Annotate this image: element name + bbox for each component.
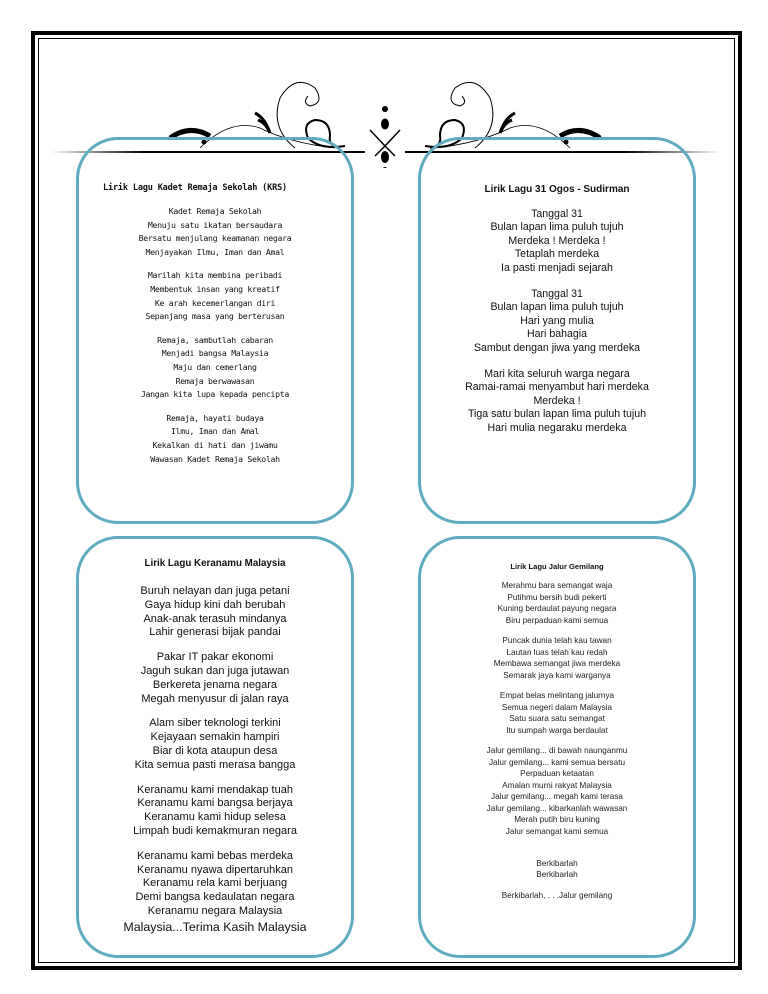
lyrics-card-keranamu-malaysia xyxy=(76,536,354,958)
lyric-line: Jalur semangat kami semua xyxy=(505,826,609,836)
lyric-line: Ramai-ramai menyambut hari merdeka xyxy=(465,381,649,394)
lyrics-stanza xyxy=(421,208,693,275)
lyrics-stanza xyxy=(79,269,351,323)
lyrics-stanza xyxy=(421,846,693,881)
lyric-line: Mari kita seluruh warga negara xyxy=(484,368,630,381)
lyric-line: Amalan murni rakyat Malaysia xyxy=(502,780,612,790)
lyrics-stanza xyxy=(79,334,351,402)
card-title: Lirik Lagu 31 Ogos - Sudirman xyxy=(484,184,630,195)
lyric-line: Megah menyusur di jalan raya xyxy=(141,692,289,705)
lyrics-stanza xyxy=(79,651,351,706)
lyric-line: Remaja, sambutlah cabaran xyxy=(157,334,273,345)
lyrics-stanza xyxy=(421,580,693,626)
lyric-line: Biru perpaduan kami semua xyxy=(505,615,609,625)
lyric-line: Puncak dunia telah kau tawan xyxy=(502,636,612,645)
lyric-line: Sambut dengan jiwa yang merdeka xyxy=(473,341,641,354)
lyric-line: Ilmu, Iman dan Amal xyxy=(171,426,259,437)
lyric-line: Demi bangsa kedaulatan negara xyxy=(135,891,295,904)
card-title: Lirik Lagu Keranamu Malaysia xyxy=(144,558,286,569)
lyric-line: Jaguh sukan dan juga jutawan xyxy=(140,664,290,677)
lyric-line: Membentuk insan yang kreatif xyxy=(150,283,280,294)
lyric-line: Lautan luas telah kau redah xyxy=(506,647,608,657)
lyric-line: Pakar IT pakar ekonomi xyxy=(156,651,274,664)
lyric-line: Merdeka ! xyxy=(533,394,581,407)
lyric-line: Ke arah kecemerlangan diri xyxy=(154,297,276,308)
lyric-line: Empat belas melintang jalurnya xyxy=(499,691,615,700)
lyric-line: Merahmu bara semangat waja xyxy=(501,581,613,590)
lyric-line xyxy=(421,846,693,858)
lyric-line: Biar di kota ataupun desa xyxy=(152,744,278,757)
lyric-line: Jalur gemilang... kibarkanlah wawasan xyxy=(486,803,628,813)
lyric-line: Berkereta jenama negara xyxy=(152,678,278,691)
lyrics-card-31-ogos xyxy=(418,137,696,524)
lyric-line: Tanggal 31 xyxy=(531,208,583,220)
lyric-line: Kejayaan semakin hampiri xyxy=(150,731,280,744)
lyric-line: Limpah budi kemakmuran negara xyxy=(133,824,297,837)
card-title: Lirik Lagu Jalur Gemilang xyxy=(510,562,604,571)
lyric-line: Bulan lapan lima puluh tujuh xyxy=(490,301,624,314)
lyric-line: Menjadi bangsa Malaysia xyxy=(161,348,269,359)
lyric-line: Maju dan cemerlang xyxy=(173,361,257,372)
lyric-line: Kadet Remaja Sekolah xyxy=(168,206,262,216)
lyric-line: Hari bahagia xyxy=(526,328,588,341)
lyric-line: Jangan kita lupa kepada pencipta xyxy=(140,389,290,400)
lyrics-stanza xyxy=(421,745,693,837)
lyrics-stanza xyxy=(79,784,351,839)
lyric-line: Berkibarlah xyxy=(536,858,578,868)
lyric-line: Gaya hidup kini dah berubah xyxy=(144,598,286,611)
lyric-line: Lahir generasi bijak pandai xyxy=(149,626,281,639)
lyric-line: Keranamu rela kami berjuang xyxy=(142,877,288,890)
lyric-line: Keranamu kami bangsa berjaya xyxy=(137,797,293,810)
lyric-line: Kekalkan di hati dan jiwamu xyxy=(152,439,278,450)
lyric-line: Merah putih biru kuning xyxy=(514,815,600,824)
lyric-line: Keranamu nyawa dipertaruhkan xyxy=(137,863,293,876)
lyric-line: Remaja, hayati budaya xyxy=(166,412,264,423)
lyric-line: Semua negeri dalam Malaysia xyxy=(501,702,613,712)
lyric-line: Tetaplah merdeka xyxy=(514,248,600,261)
lyric-line: Jalur gemilang... megah kami terasa xyxy=(491,792,623,801)
lyrics-stanza xyxy=(421,288,693,355)
lyric-line: Tiga satu bulan lapan lima puluh tujuh xyxy=(467,408,647,421)
lyric-line: Alam siber teknologi terkini xyxy=(149,717,281,730)
closing-line: Malaysia...Terima Kasih Malaysia xyxy=(123,919,307,934)
lyric-line: Jalur gemilang... di bawah naunganmu xyxy=(486,746,628,755)
lyric-line: Berkibarlah, . . .Jalur gemilang xyxy=(501,890,613,900)
lyric-line: Keranamu kami bebas merdeka xyxy=(137,849,293,862)
lyric-line: Itu sumpah warga berdaulat xyxy=(506,725,608,735)
lyric-line: Putihmu bersih budi pekerti xyxy=(507,592,607,602)
lyric-line: Anak-anak terasuh mindanya xyxy=(143,612,287,625)
lyric-line: Perpaduan ketaatan xyxy=(520,769,594,778)
lyric-line: Marilah kita membina peribadi xyxy=(147,270,283,281)
lyrics-stanza xyxy=(79,850,351,919)
lyrics-stanza xyxy=(79,717,351,772)
lyric-line: Kuning berdaulat payung negara xyxy=(497,604,617,613)
lyric-line: Remaja berwawasan xyxy=(175,375,255,386)
lyric-line: Jalur gemilang... kami semua bersatu xyxy=(488,757,626,767)
lyric-line: Membawa semangat jiwa merdeka xyxy=(493,659,621,668)
lyric-line: Buruh nelayan dan juga petani xyxy=(140,585,290,597)
lyrics-stanza xyxy=(79,585,351,640)
lyric-line: Tanggal 31 xyxy=(531,288,583,301)
lyrics-stanza xyxy=(79,205,351,259)
lyric-line: Berkibarlah xyxy=(536,870,578,879)
lyrics-stanza xyxy=(79,412,351,466)
lyrics-stanza xyxy=(421,368,693,435)
lyrics-card-krs xyxy=(76,137,354,524)
lyric-line: Semarak jaya kami warganya xyxy=(503,670,611,680)
lyrics-stanza xyxy=(421,635,693,681)
lyric-line: Wawasan Kadet Remaja Sekolah xyxy=(150,453,280,464)
lyric-line: Satu suara satu semangat xyxy=(509,714,605,723)
lyric-line: Bulan lapan lima puluh tujuh xyxy=(490,221,624,234)
lyric-line: Merdeka ! Merdeka ! xyxy=(508,234,606,247)
lyric-line: Menjayakan Ilmu, Iman dan Amal xyxy=(145,246,285,257)
lyric-line: Ia pasti menjadi sejarah xyxy=(501,261,613,274)
lyric-line: Kita semua pasti merasa bangga xyxy=(134,758,296,771)
lyric-line: Hari yang mulia xyxy=(520,314,594,327)
lyric-line: Bersatu menjulang keamanan negara xyxy=(138,233,292,244)
lyric-line: Menuju satu ikatan bersaudara xyxy=(147,219,283,230)
lyrics-stanza xyxy=(421,690,693,736)
lyric-line: Keranamu negara Malaysia xyxy=(147,904,283,917)
lyrics-stanza xyxy=(421,890,693,902)
lyrics-card-jalur-gemilang xyxy=(418,536,696,958)
card-title: Lirik Lagu Kadet Remaja Sekolah (KRS) xyxy=(103,183,288,193)
lyric-line: Hari mulia negaraku merdeka xyxy=(487,421,627,434)
lyric-line: Keranamu kami mendakap tuah xyxy=(137,783,293,796)
lyric-line: Keranamu kami hidup selesa xyxy=(144,811,286,824)
lyric-line: Sepanjang masa yang berterusan xyxy=(145,311,285,322)
